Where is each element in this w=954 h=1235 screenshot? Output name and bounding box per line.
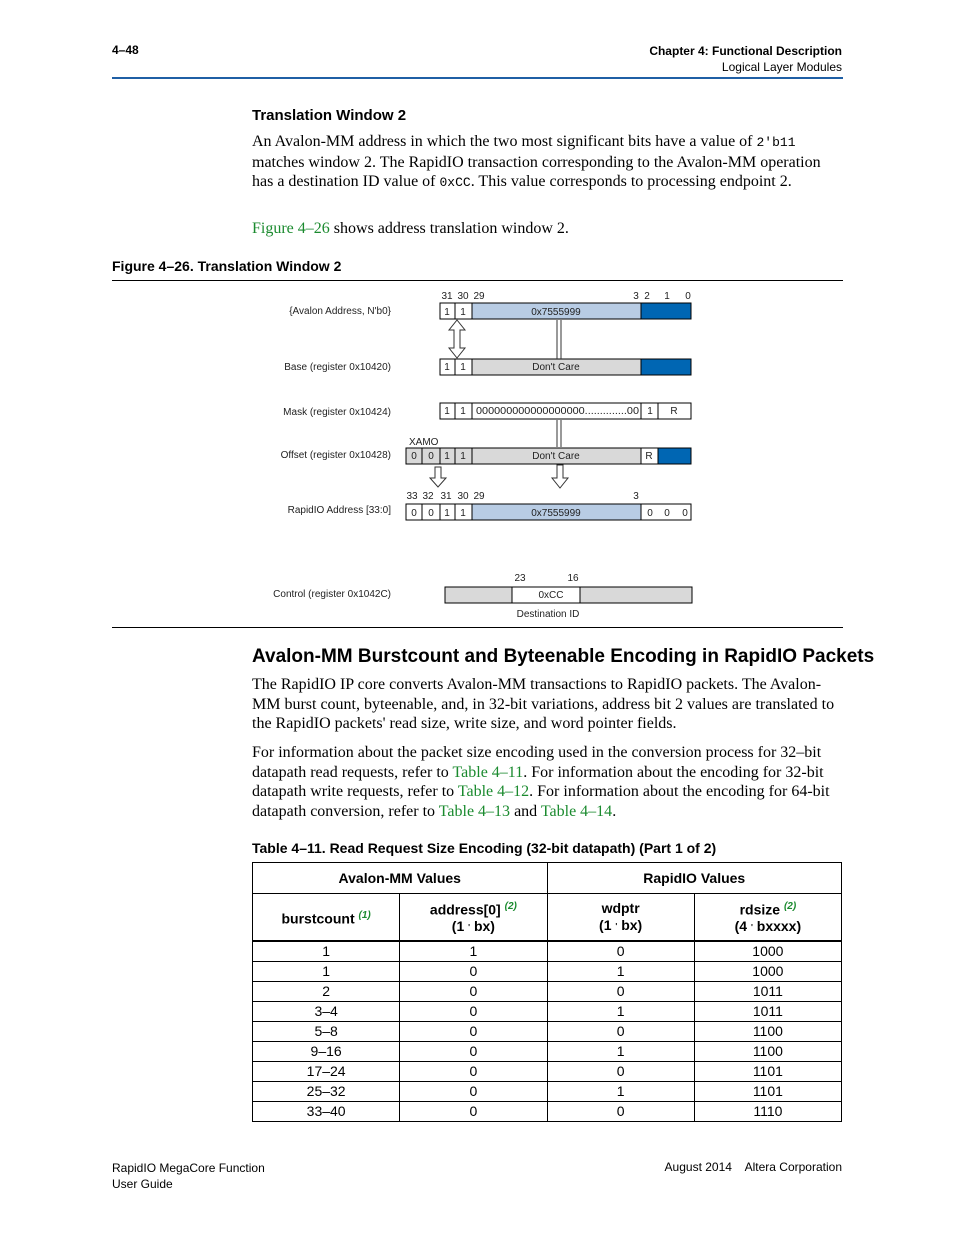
section-heading-burstcount: Avalon-MM Burstcount and Byteenable Encoding in RapidIO Packets — [252, 646, 875, 667]
bit-value: 1 — [460, 508, 466, 519]
table-row — [253, 962, 842, 982]
paragraph-table-references — [252, 743, 842, 821]
column-header-rdsize — [694, 894, 841, 942]
table-body — [253, 941, 842, 1122]
column-subtext: bx) — [473, 918, 495, 935]
destination-id-label: Destination ID — [516, 609, 580, 620]
table-row — [253, 1002, 842, 1022]
column-name: rdsize — [739, 901, 781, 918]
column-header-address — [400, 894, 547, 942]
table-cell: 1110 — [694, 1102, 841, 1122]
table-cell: 1100 — [694, 1022, 841, 1042]
bit-label: 23 — [514, 573, 526, 584]
table-cell: 1 — [547, 1082, 694, 1102]
group-header-rapidio: RapidIO Values — [547, 863, 842, 894]
bit-value: 1 — [647, 406, 653, 417]
bit-value: 0 — [647, 508, 653, 519]
bit-label: 3 — [633, 291, 639, 302]
bit-value: 1 — [460, 451, 466, 462]
text-run: For information about the packet size encoding used in the conversion process for 32–bit datapath read requests, refer to — [252, 744, 822, 781]
table-cell: 0 — [400, 982, 547, 1002]
address-value: 0x7555999 — [531, 508, 581, 519]
mask-register-label: Mask (register 0x10424) — [283, 407, 391, 418]
text-run: . For information about the encoding for 32-bit datapath write requests, refer to — [252, 763, 824, 801]
table-cell: 1 — [547, 1002, 694, 1022]
page-number: 4–48 — [112, 43, 139, 57]
column-subtext: (4 — [734, 918, 748, 935]
bit-label: 31 — [441, 291, 453, 302]
bit-value: 0 — [428, 451, 434, 462]
table-cell: 1 — [547, 1042, 694, 1062]
text-run: . For information about the encoding for 64-bit datapath conversion, refer to — [252, 783, 830, 820]
table-cell: 2 — [253, 982, 400, 1002]
table-cell: 0 — [547, 1062, 694, 1082]
footnote-ref[interactable]: (2) — [504, 900, 517, 912]
footer-doc-title: RapidIO MegaCore Function — [112, 1161, 265, 1175]
table-group-header-row — [253, 863, 842, 894]
bit-value: 1 — [460, 307, 466, 318]
low-bits-field — [658, 448, 691, 464]
bit-label: 2 — [644, 291, 650, 302]
table-cell: 0 — [400, 1082, 547, 1102]
column-subtext: (1 — [599, 916, 612, 933]
table-cell: 0 — [400, 962, 547, 982]
column-header-wdptr — [547, 894, 694, 942]
section-heading-translation-window: Translation Window 2 — [252, 107, 407, 124]
table-link[interactable]: Table 4–14 — [540, 802, 613, 820]
bit-label: 0 — [685, 291, 691, 302]
footnote-ref[interactable]: (2) — [783, 900, 797, 912]
table-cell: 1101 — [694, 1082, 841, 1102]
table-cell: 0 — [400, 1022, 547, 1042]
column-subtext: (1 — [451, 918, 465, 935]
control-unused-field — [580, 587, 692, 603]
paragraph-conversion: The RapidIO IP core converts Avalon-MM transactions to RapidIO packets. The Avalon-MM burst count, byteenable, and, in 32-bit variations, address bit 2 values are translated to the RapidIO packets' read size, write size, and word pointer fields. — [252, 676, 835, 733]
text-run: . — [612, 802, 617, 820]
code-value: 2'b11 — [756, 135, 796, 150]
table-row — [253, 982, 842, 1002]
address-value: 0x7555999 — [531, 307, 581, 318]
table-row — [253, 1102, 842, 1122]
bit-label: 16 — [567, 573, 579, 584]
table-row — [253, 1042, 842, 1062]
table-cell: 1101 — [694, 1062, 841, 1082]
table-cell: 0 — [547, 1022, 694, 1042]
table-cell: 17–24 — [253, 1062, 400, 1082]
table-row — [253, 941, 842, 962]
table-column-header-row — [253, 894, 842, 942]
bit-value: 0 — [682, 508, 688, 519]
table-cell: 1 — [547, 962, 694, 982]
table-link[interactable]: Table 4–13 — [438, 802, 511, 820]
table-cell: 5–8 — [253, 1022, 400, 1042]
low-bits-field — [641, 359, 691, 375]
down-arrow — [552, 465, 568, 488]
bit-label: 29 — [473, 491, 485, 502]
figure-link[interactable]: Figure 4–26 — [252, 220, 330, 237]
table-cell: 0 — [400, 1102, 547, 1122]
bit-value: 0 — [428, 508, 434, 519]
code-value: 0xCC — [439, 175, 471, 191]
table-cell: 1000 — [694, 941, 841, 962]
table-cell: 1000 — [694, 962, 841, 982]
bit-label: 31 — [440, 491, 452, 502]
table-cell: 0 — [547, 941, 694, 962]
table-caption: Table 4–11. Read Request Size Encoding (32-bit datapath) (Part 1 of 2) — [252, 840, 717, 856]
text-run: shows address translation window 2. — [329, 220, 569, 237]
table-cell: 1 — [253, 962, 400, 982]
table-link[interactable]: Table 4–12 — [457, 783, 530, 801]
table-cell: 0 — [400, 1062, 547, 1082]
table-cell: 1011 — [694, 1002, 841, 1022]
base-register-label: Base (register 0x10420) — [284, 362, 391, 373]
table-cell: 1 — [253, 941, 400, 962]
table-cell: 0 — [547, 1102, 694, 1122]
table-cell: 9–16 — [253, 1042, 400, 1062]
bit-value: 1 — [444, 508, 450, 519]
column-name: wdptr — [601, 899, 640, 916]
bit-label: 32 — [422, 491, 434, 502]
bit-value: 1 — [444, 406, 450, 417]
reserved-value: R — [645, 451, 653, 462]
tick-mark: ' — [615, 921, 618, 931]
rapidio-address-label: RapidIO Address [33:0] — [287, 505, 391, 516]
text-run: matches window 2. The RapidIO transaction corresponding to the Avalon-MM operation has a destination ID value of — [252, 153, 821, 191]
column-header-burstcount — [253, 894, 400, 942]
table-link[interactable]: Table 4–11 — [452, 763, 524, 781]
footer-doc-subtitle: User Guide — [112, 1177, 173, 1191]
table-cell: 1100 — [694, 1042, 841, 1062]
xamo-label: XAMO — [409, 437, 439, 448]
group-header-avalon: Avalon-MM Values — [253, 863, 548, 894]
bit-value: 1 — [444, 362, 450, 373]
bit-value: 1 — [460, 406, 466, 417]
table-row — [253, 1022, 842, 1042]
figure-bottom-rule — [112, 627, 843, 628]
bit-label: 30 — [457, 291, 469, 302]
bit-label: 1 — [664, 291, 670, 302]
mask-zero-value: 000000000000000000..............00 — [476, 406, 640, 417]
bit-value: 1 — [460, 362, 466, 373]
text-run: . This value corresponds to processing endpoint 2. — [470, 173, 792, 191]
bit-label: 30 — [457, 491, 469, 502]
column-subtext: bxxxx) — [756, 918, 802, 935]
avalon-address-label: {Avalon Address, N'b0} — [289, 306, 391, 317]
destination-id-value: 0xCC — [538, 590, 564, 601]
table-cell: 3–4 — [253, 1002, 400, 1022]
bit-value: 0 — [411, 508, 417, 519]
dont-care-text: Don't Care — [532, 451, 580, 462]
compare-arrow — [449, 320, 465, 358]
text-run: and — [510, 802, 541, 820]
low-bits-field — [641, 303, 691, 319]
read-request-size-table — [252, 862, 842, 1122]
footnote-ref[interactable]: (1) — [358, 909, 371, 921]
table-row — [253, 1082, 842, 1102]
tick-mark: ' — [750, 923, 753, 933]
table-cell: 1 — [400, 941, 547, 962]
table-cell: 0 — [400, 1002, 547, 1022]
table-cell: 33–40 — [253, 1102, 400, 1122]
offset-register-label: Offset (register 0x10428) — [280, 450, 391, 461]
footer-left — [112, 1160, 265, 1192]
tick-mark: ' — [468, 923, 471, 933]
bit-label: 33 — [406, 491, 418, 502]
dont-care-text: Don't Care — [532, 362, 580, 373]
down-arrow — [430, 467, 446, 487]
table-cell: 0 — [547, 982, 694, 1002]
bit-label: 3 — [633, 491, 639, 502]
column-name: address[0] — [429, 901, 501, 918]
bit-value: 0 — [411, 451, 417, 462]
section-title: Logical Layer Modules — [721, 60, 842, 74]
table-cell: 0 — [400, 1042, 547, 1062]
column-name: burstcount — [281, 910, 355, 927]
bit-value: 1 — [444, 307, 450, 318]
table-cell: 1011 — [694, 982, 841, 1002]
bit-value: 1 — [444, 451, 450, 462]
table-cell: 25–32 — [253, 1082, 400, 1102]
control-register-label: Control (register 0x1042C) — [273, 589, 391, 600]
column-subtext: bx) — [621, 916, 643, 933]
table-row — [253, 1062, 842, 1082]
figure-caption: Figure 4–26. Translation Window 2 — [112, 258, 342, 274]
bit-label: 29 — [473, 291, 485, 302]
footer-right: August 2014 Altera Corporation — [664, 1160, 842, 1174]
control-unused-field — [445, 587, 512, 603]
chapter-title: Chapter 4: Functional Description — [649, 44, 842, 58]
reserved-value: R — [670, 406, 678, 417]
text-run: An Avalon-MM address in which the two most significant bits have a value of — [252, 133, 757, 150]
bit-value: 0 — [664, 508, 670, 519]
